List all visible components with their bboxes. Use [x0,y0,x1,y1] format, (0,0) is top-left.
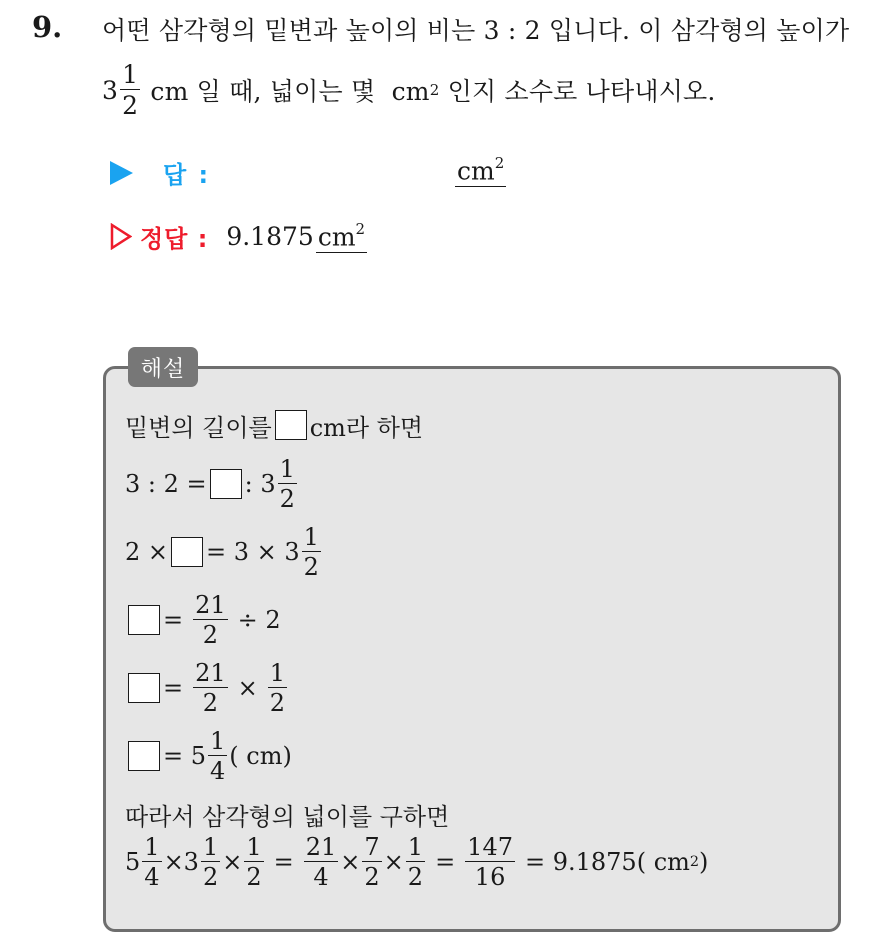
denominator: 4 [210,757,226,785]
solution-l3-text: 2 × [125,538,169,566]
fraction [201,835,220,889]
denominator: 2 [407,863,424,891]
answer-input[interactable] [455,154,506,187]
times-sign: × [383,848,404,876]
height-whole: 3 [102,75,119,105]
numerator: 1 [407,833,424,861]
correct-answer-unit [316,220,367,253]
denominator: 2 [202,863,219,891]
solution-line-3 [125,524,323,580]
times-sign: × [222,848,243,876]
denominator: 2 [364,863,380,891]
solution-line-2 [125,456,299,512]
solution-line-4 [125,592,281,648]
solution-l4-rest: ÷ 2 [237,606,281,634]
fraction [362,835,381,889]
correct-answer-row [110,219,367,254]
solution-line-5 [125,660,289,716]
numerator: 1 [202,833,219,861]
problem-line2-sup: 2 [429,81,440,99]
problem-number: 9. [32,10,63,44]
solution-l6-text: = 5 [163,742,207,770]
fraction [268,661,287,715]
denominator: 2 [269,689,286,717]
solution-l2-text: 3 : 2 = [125,470,207,498]
numerator: 1 [279,455,295,483]
blank-box [128,741,160,771]
solution-l1-text: 밑변의 길이를 [125,413,272,442]
correct-unit-sup: 2 [355,219,366,238]
numerator: 21 [195,659,226,687]
fraction [142,835,161,889]
denominator: 4 [144,863,160,891]
equals-sign: = [435,848,456,876]
blank-box [171,537,203,567]
fraction [406,835,425,889]
outline-triangle-icon [110,223,132,250]
denominator: 16 [474,863,506,891]
correct-unit-text: cm [317,222,356,252]
height-denominator: 2 [122,91,139,120]
blank-box [128,673,160,703]
fraction [465,835,515,889]
solution-l2-text-2: : 3 [244,470,276,498]
blank-box [210,469,242,499]
solution-l6-unit: ( cm) [229,742,292,770]
equals-sign: = [273,848,294,876]
denominator: 4 [313,863,329,891]
answer-unit: cm [457,156,495,186]
numerator: 1 [144,833,160,861]
solution-line-1 [125,405,423,445]
fraction [278,457,297,511]
equals-sign: = [163,674,184,702]
denominator: 2 [279,485,295,513]
answer-row [110,155,210,190]
problem-text-line2 [102,62,716,118]
fraction [208,729,227,783]
numerator: 21 [305,833,337,861]
fraction [193,661,228,715]
play-triangle-icon [110,161,133,185]
solution-tag: 해설 [128,347,198,387]
height-numerator: 1 [122,60,139,89]
numerator: 1 [210,727,226,755]
numerator: 7 [364,833,380,861]
numerator: 1 [269,659,286,687]
result-value: = 9.1875( cm [524,848,690,876]
denominator: 2 [303,553,319,581]
numerator: 1 [303,523,319,551]
times-sign: × [163,848,184,876]
solution-line-6 [125,728,292,784]
denominator: 2 [202,621,219,649]
fraction [302,525,321,579]
equals-sign: = [163,606,184,634]
correct-answer-value: 9.1875 [226,222,314,251]
times-sign: × [340,848,361,876]
times-sign: × [237,674,258,702]
solution-l1-text-2: cm라 하면 [309,413,424,442]
denominator: 2 [246,863,262,891]
solution-l3-text-2: = 3 × 3 [206,538,300,566]
whole: 3 [183,848,199,876]
blank-box [275,410,307,440]
numerator: 1 [246,833,262,861]
fraction [193,593,228,647]
numerator: 21 [195,591,226,619]
denominator: 2 [202,689,219,717]
whole: 5 [125,848,141,876]
solution-line-7: 따라서 삼각형의 넓이를 구하면 [125,803,450,831]
problem-line2-end: 인지 소수로 나타내시오. [439,77,716,106]
fraction [244,835,263,889]
answer-label: 답 : [163,161,211,189]
problem-text-line1: 어떤 삼각형의 밑변과 높이의 비는 3 : 2 입니다. 이 삼각형의 높이가 [102,16,850,45]
result-sup: 2 [689,854,700,870]
correct-answer-label: 정답 : [140,225,209,253]
solution-line-8 [125,834,708,890]
numerator: 147 [467,833,513,861]
height-fraction [120,62,140,118]
problem-line2-rest: cm 일 때, 넓이는 몇 cm [142,77,430,106]
fraction [304,835,339,889]
blank-box [128,605,160,635]
answer-unit-sup: 2 [494,154,505,172]
result-close: ) [699,848,709,876]
